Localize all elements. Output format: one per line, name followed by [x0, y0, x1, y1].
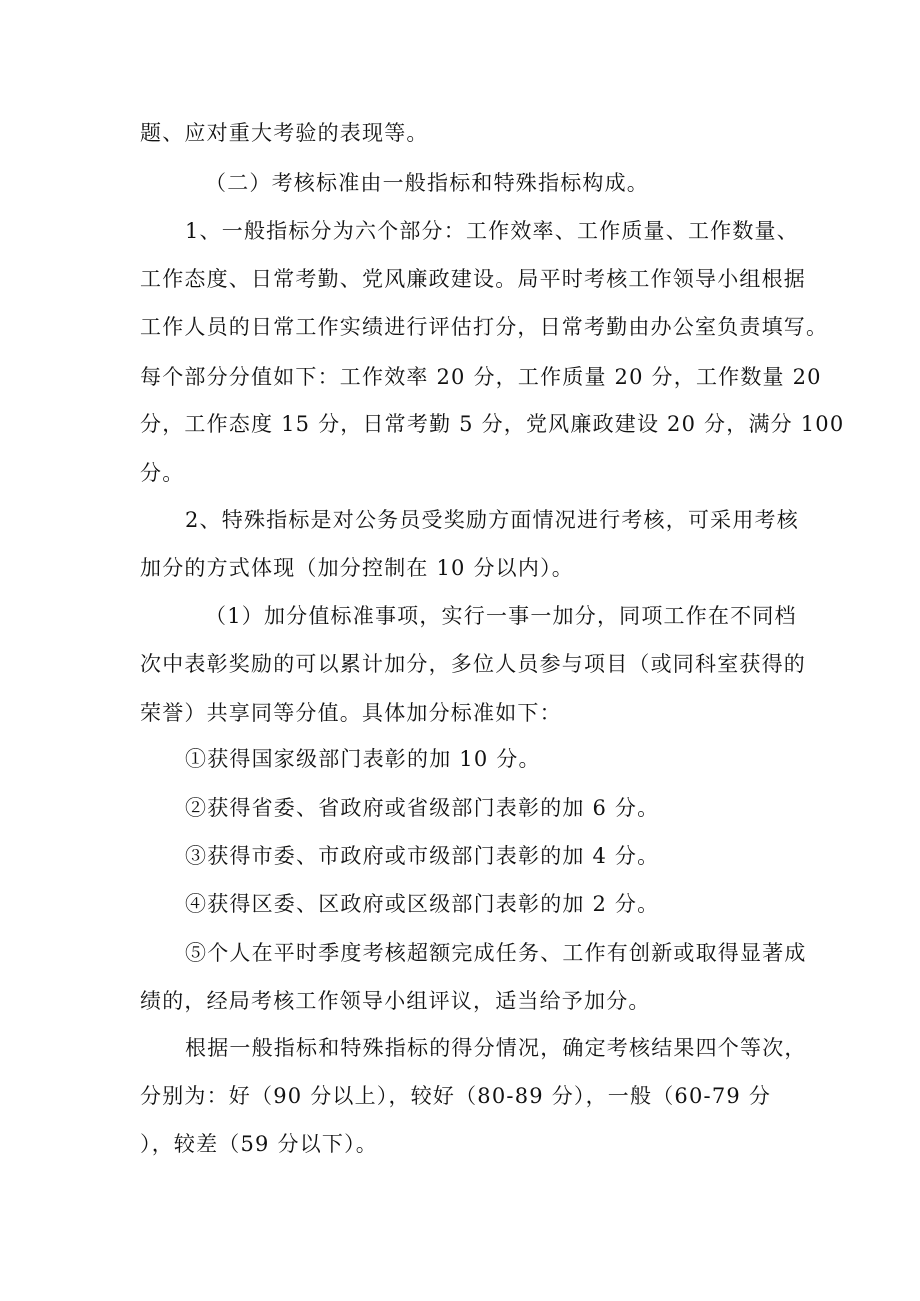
- list-item: ②获得省委、省政府或省级部门表彰的加 6 分。: [185, 796, 660, 820]
- text-line: 题、应对重大考验的表现等。: [140, 121, 429, 145]
- text-line: 加分的方式体现（加分控制在 10 分以内）。: [140, 556, 574, 580]
- text-line: 根据一般指标和特殊指标的得分情况，确定考核结果四个等次，: [185, 1036, 807, 1060]
- text-line: 1、一般指标分为六个部分：工作效率、工作质量、工作数量、: [185, 219, 799, 243]
- text-line: ），较差（59 分以下）。: [140, 1132, 378, 1156]
- list-item: ④获得区委、区政府或区级部门表彰的加 2 分。: [185, 892, 660, 916]
- text-line: 每个部分分值如下：工作效率 20 分，工作质量 20 分，工作数量 20: [140, 365, 822, 389]
- text-line: 分别为：好（90 分以上），较好（80-89 分），一般（60-79 分: [140, 1084, 772, 1108]
- text-line: 次中表彰奖励的可以累计加分，多位人员参与项目（或同科室获得的: [140, 652, 806, 676]
- text-line: 分，工作态度 15 分，日常考勤 5 分，党风廉政建设 20 分，满分 100: [140, 412, 845, 436]
- list-item: ⑤个人在平时季度考核超额完成任务、工作有创新或取得显著成: [185, 941, 807, 965]
- text-line: 2、特殊指标是对公务员受奖励方面情况进行考核，可采用考核: [185, 508, 799, 532]
- text-line: 工作人员的日常工作实绩进行评估打分，日常考勤由办公室负责填写。: [140, 315, 829, 339]
- section-heading: （二）考核标准由一般指标和特殊指标构成。: [205, 171, 649, 195]
- text-line: 分。: [140, 461, 185, 485]
- text-line: （1）加分值标准事项，实行一事一加分，同项工作在不同档: [205, 604, 797, 628]
- text-line: 绩的，经局考核工作领导小组评议，适当给予加分。: [140, 989, 651, 1013]
- list-item: ①获得国家级部门表彰的加 10 分。: [185, 747, 541, 771]
- text-line: 荣誉）共享同等分值。具体加分标准如下：: [140, 701, 562, 725]
- text-line: 工作态度、日常考勤、党风廉政建设。局平时考核工作领导小组根据: [140, 267, 806, 291]
- list-item: ③获得市委、市政府或市级部门表彰的加 4 分。: [185, 844, 660, 868]
